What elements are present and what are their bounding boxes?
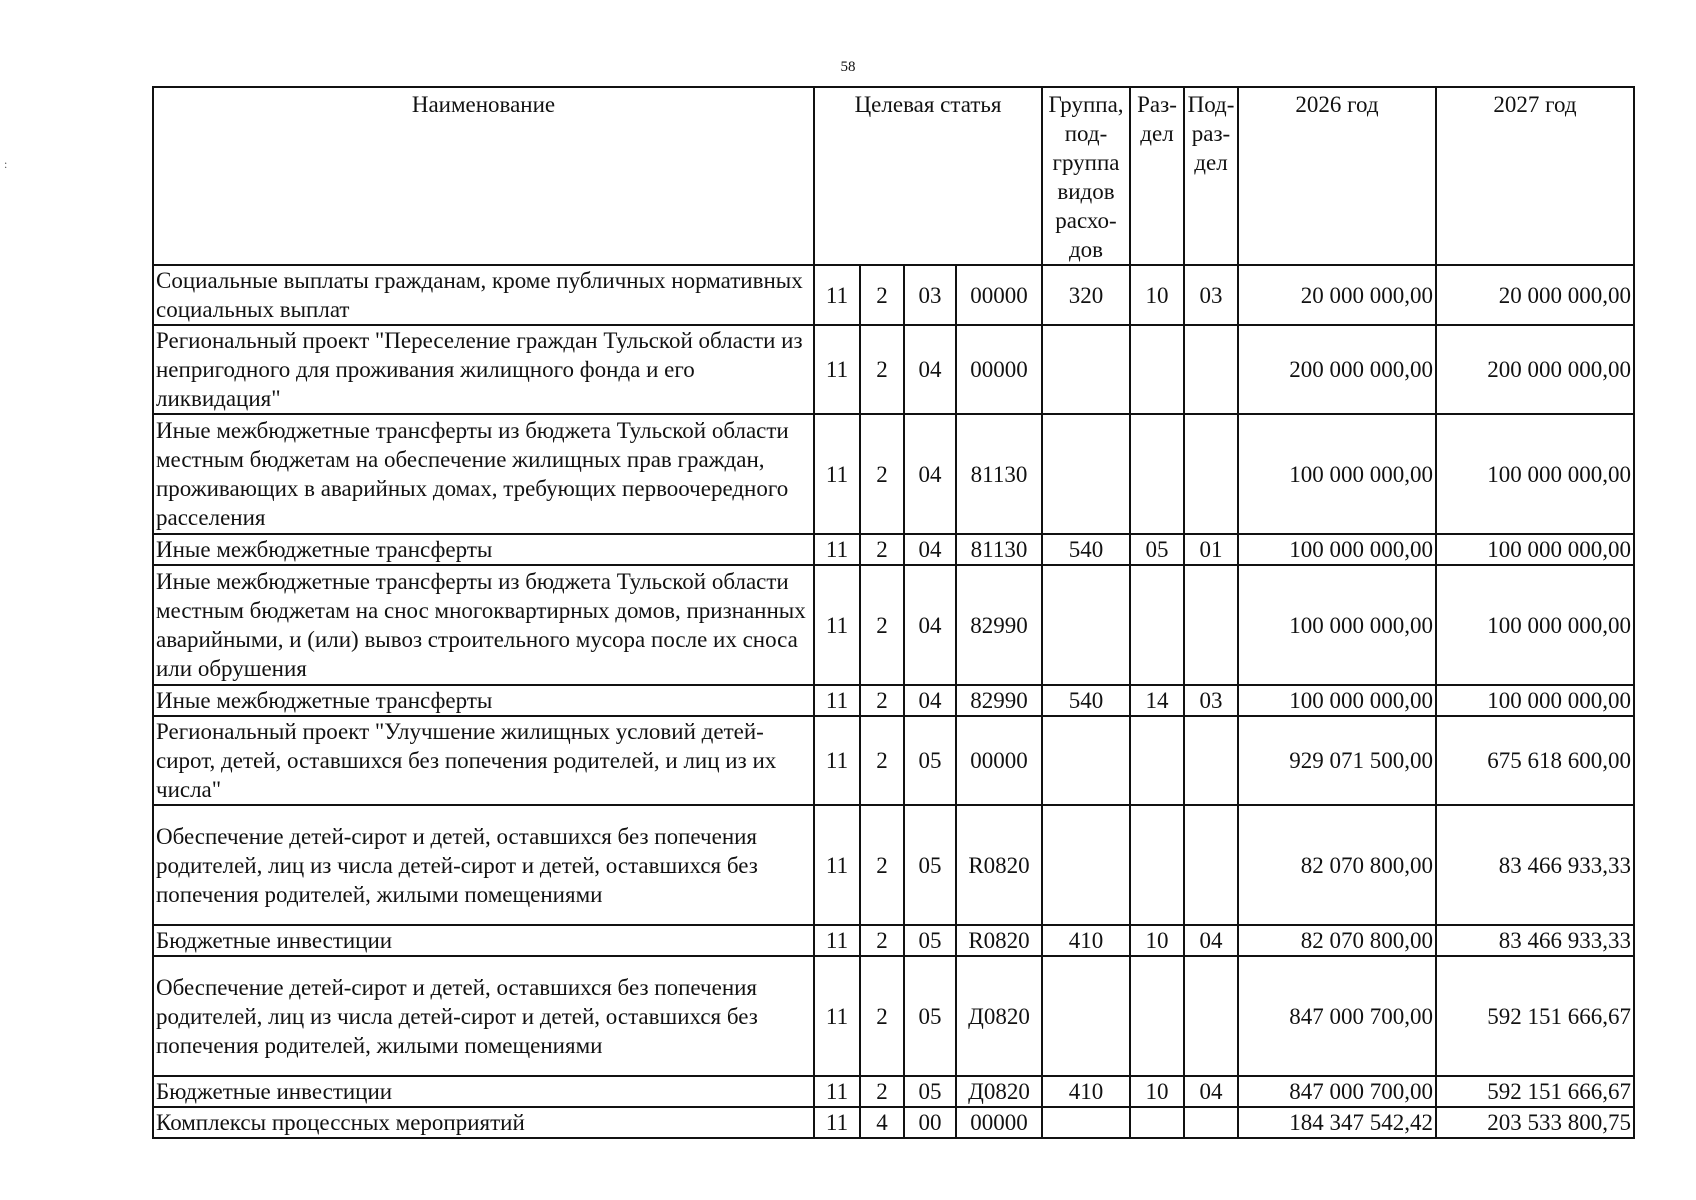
target-code-3: 05	[904, 1076, 956, 1107]
target-code-1: 11	[814, 325, 860, 414]
budget-table	[152, 86, 1635, 1139]
table-row	[153, 805, 1634, 925]
subsection	[1184, 325, 1238, 414]
target-code-1: 11	[814, 685, 860, 716]
table-row	[153, 265, 1634, 325]
amount-2026: 100 000 000,00	[1238, 685, 1436, 716]
amount-2027: 100 000 000,00	[1436, 414, 1634, 534]
section: 10	[1130, 265, 1184, 325]
header-expense-group: Группа, под- группа видов расхо- дов	[1042, 87, 1130, 265]
amount-2027: 592 151 666,67	[1436, 1076, 1634, 1107]
table-header-row	[153, 87, 1634, 265]
amount-2026: 82 070 800,00	[1238, 925, 1436, 956]
expense-group	[1042, 414, 1130, 534]
amount-2027: 100 000 000,00	[1436, 685, 1634, 716]
amount-2026: 847 000 700,00	[1238, 1076, 1436, 1107]
amount-2026: 82 070 800,00	[1238, 805, 1436, 925]
row-name: Комплексы процессных мероприятий	[153, 1107, 814, 1138]
target-code-3: 00	[904, 1107, 956, 1138]
target-code-3: 05	[904, 716, 956, 805]
amount-2026: 100 000 000,00	[1238, 414, 1436, 534]
subsection	[1184, 414, 1238, 534]
amount-2026: 184 347 542,42	[1238, 1107, 1436, 1138]
target-code-1: 11	[814, 565, 860, 685]
table-row	[153, 1107, 1634, 1138]
row-name: Иные межбюджетные трансферты	[153, 685, 814, 716]
amount-2026: 100 000 000,00	[1238, 534, 1436, 565]
row-name: Иные межбюджетные трансферты из бюджета Тульской области местным бюджетам на обеспечение жилищных прав граждан, проживающих в аварийных домах, требующих первоочередного расселения	[153, 414, 814, 534]
table-row	[153, 716, 1634, 805]
target-code-2: 2	[860, 805, 904, 925]
table-row	[153, 414, 1634, 534]
expense-group	[1042, 1107, 1130, 1138]
target-code-2: 2	[860, 325, 904, 414]
target-code-3: 04	[904, 685, 956, 716]
page-number: 58	[840, 59, 856, 75]
expense-group	[1042, 716, 1130, 805]
row-name: Региональный проект "Переселение граждан Тульской области из непригодного для проживания жилищного фонда и его ликвидация"	[153, 325, 814, 414]
subsection	[1184, 565, 1238, 685]
amount-2026: 929 071 500,00	[1238, 716, 1436, 805]
target-code-1: 11	[814, 1076, 860, 1107]
header-section: Раз- дел	[1130, 87, 1184, 265]
target-code-2: 2	[860, 685, 904, 716]
section	[1130, 956, 1184, 1076]
target-code-1: 11	[814, 534, 860, 565]
target-code-2: 4	[860, 1107, 904, 1138]
header-year-2027: 2027 год	[1436, 87, 1634, 265]
table-row	[153, 1076, 1634, 1107]
expense-group: 320	[1042, 265, 1130, 325]
table-row	[153, 565, 1634, 685]
target-code-4: 00000	[956, 325, 1042, 414]
section	[1130, 565, 1184, 685]
subsection	[1184, 716, 1238, 805]
row-name: Обеспечение детей-сирот и детей, оставшихся без попечения родителей, лиц из числа детей-сирот и детей, оставшихся без попечения родителей, жилыми помещениями	[153, 805, 814, 925]
table-row	[153, 685, 1634, 716]
target-code-1: 11	[814, 805, 860, 925]
target-code-4: 81130	[956, 534, 1042, 565]
target-code-2: 2	[860, 1076, 904, 1107]
target-code-1: 11	[814, 265, 860, 325]
section	[1130, 325, 1184, 414]
target-code-1: 11	[814, 925, 860, 956]
target-code-1: 11	[814, 1107, 860, 1138]
target-code-3: 05	[904, 925, 956, 956]
amount-2027: 83 466 933,33	[1436, 805, 1634, 925]
subsection	[1184, 805, 1238, 925]
table-row	[153, 925, 1634, 956]
subsection	[1184, 956, 1238, 1076]
target-code-2: 2	[860, 265, 904, 325]
row-name: Региональный проект "Улучшение жилищных условий детей-сирот, детей, оставшихся без попечения родителей, и лиц из их числа"	[153, 716, 814, 805]
amount-2026: 847 000 700,00	[1238, 956, 1436, 1076]
target-code-3: 05	[904, 956, 956, 1076]
amount-2027: 200 000 000,00	[1436, 325, 1634, 414]
row-name: Обеспечение детей-сирот и детей, оставшихся без попечения родителей, лиц из числа детей-сирот и детей, оставшихся без попечения родителей, жилыми помещениями	[153, 956, 814, 1076]
target-code-4: R0820	[956, 805, 1042, 925]
target-code-2: 2	[860, 716, 904, 805]
expense-group	[1042, 325, 1130, 414]
section: 10	[1130, 925, 1184, 956]
header-subsection: Под- раз- дел	[1184, 87, 1238, 265]
expense-group	[1042, 805, 1130, 925]
expense-group	[1042, 956, 1130, 1076]
row-name: Социальные выплаты гражданам, кроме публичных нормативных социальных выплат	[153, 265, 814, 325]
amount-2027: 675 618 600,00	[1436, 716, 1634, 805]
target-code-4: 81130	[956, 414, 1042, 534]
section	[1130, 414, 1184, 534]
expense-group: 410	[1042, 1076, 1130, 1107]
row-name: Бюджетные инвестиции	[153, 1076, 814, 1107]
section: 10	[1130, 1076, 1184, 1107]
target-code-4: 00000	[956, 265, 1042, 325]
section	[1130, 716, 1184, 805]
target-code-1: 11	[814, 716, 860, 805]
amount-2026: 100 000 000,00	[1238, 565, 1436, 685]
amount-2026: 200 000 000,00	[1238, 325, 1436, 414]
header-year-2026: 2026 год	[1238, 87, 1436, 265]
row-name: Иные межбюджетные трансферты из бюджета Тульской области местным бюджетам на снос многоквартирных домов, признанных аварийными, и (или) вывоз строительного мусора после их сноса или обрушения	[153, 565, 814, 685]
target-code-3: 03	[904, 265, 956, 325]
section: 05	[1130, 534, 1184, 565]
table-row	[153, 325, 1634, 414]
row-name: Бюджетные инвестиции	[153, 925, 814, 956]
target-code-4: Д0820	[956, 1076, 1042, 1107]
target-code-3: 04	[904, 534, 956, 565]
subsection: 04	[1184, 1076, 1238, 1107]
target-code-4: 82990	[956, 685, 1042, 716]
table-row	[153, 534, 1634, 565]
target-code-3: 04	[904, 565, 956, 685]
target-code-2: 2	[860, 534, 904, 565]
section	[1130, 805, 1184, 925]
amount-2027: 20 000 000,00	[1436, 265, 1634, 325]
header-target-article: Целевая статья	[814, 87, 1042, 265]
table-row	[153, 956, 1634, 1076]
target-code-3: 05	[904, 805, 956, 925]
target-code-1: 11	[814, 414, 860, 534]
target-code-4: 00000	[956, 716, 1042, 805]
expense-group	[1042, 565, 1130, 685]
target-code-3: 04	[904, 414, 956, 534]
amount-2027: 100 000 000,00	[1436, 565, 1634, 685]
target-code-2: 2	[860, 565, 904, 685]
amount-2027: 83 466 933,33	[1436, 925, 1634, 956]
amount-2027: 100 000 000,00	[1436, 534, 1634, 565]
target-code-4: Д0820	[956, 956, 1042, 1076]
subsection: 04	[1184, 925, 1238, 956]
subsection	[1184, 1107, 1238, 1138]
margin-mark: :	[4, 157, 8, 171]
target-code-2: 2	[860, 925, 904, 956]
target-code-2: 2	[860, 414, 904, 534]
subsection: 01	[1184, 534, 1238, 565]
expense-group: 540	[1042, 534, 1130, 565]
amount-2027: 592 151 666,67	[1436, 956, 1634, 1076]
target-code-4: 00000	[956, 1107, 1042, 1138]
expense-group: 540	[1042, 685, 1130, 716]
amount-2027: 203 533 800,75	[1436, 1107, 1634, 1138]
subsection: 03	[1184, 265, 1238, 325]
amount-2026: 20 000 000,00	[1238, 265, 1436, 325]
subsection: 03	[1184, 685, 1238, 716]
section: 14	[1130, 685, 1184, 716]
row-name: Иные межбюджетные трансферты	[153, 534, 814, 565]
target-code-2: 2	[860, 956, 904, 1076]
target-code-4: 82990	[956, 565, 1042, 685]
target-code-3: 04	[904, 325, 956, 414]
expense-group: 410	[1042, 925, 1130, 956]
target-code-4: R0820	[956, 925, 1042, 956]
target-code-1: 11	[814, 956, 860, 1076]
section	[1130, 1107, 1184, 1138]
header-name: Наименование	[153, 87, 814, 265]
